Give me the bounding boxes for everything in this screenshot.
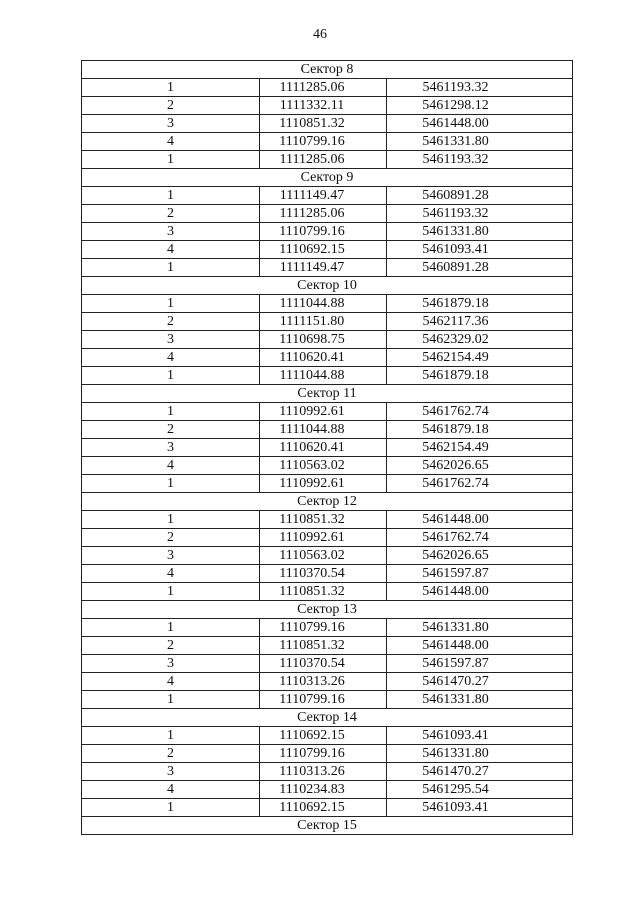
- point-number-cell: 1: [82, 583, 260, 601]
- sector-title: Сектор 12: [82, 493, 573, 511]
- y-coordinate-cell: 5461762.74: [387, 403, 573, 421]
- coordinates-table: [81, 60, 573, 835]
- table-row: [82, 547, 573, 565]
- x-coordinate-cell: 1110563.02: [260, 457, 387, 475]
- point-number-cell: 2: [82, 529, 260, 547]
- page-number: 46: [313, 27, 327, 42]
- table-row: [82, 115, 573, 133]
- table-row: [82, 349, 573, 367]
- table-row: [82, 439, 573, 457]
- x-coordinate-cell: 1110234.83: [260, 781, 387, 799]
- table-row: [82, 403, 573, 421]
- x-coordinate-cell: 1110313.26: [260, 673, 387, 691]
- y-coordinate-cell: 5461093.41: [387, 727, 573, 745]
- sector-header-row: [82, 493, 573, 511]
- table-row: [82, 259, 573, 277]
- table-row: [82, 97, 573, 115]
- y-coordinate-cell: 5461295.54: [387, 781, 573, 799]
- point-number-cell: 1: [82, 619, 260, 637]
- point-number-cell: 1: [82, 295, 260, 313]
- point-number-cell: 2: [82, 637, 260, 655]
- x-coordinate-cell: 1110692.15: [260, 727, 387, 745]
- sector-title: Сектор 13: [82, 601, 573, 619]
- y-coordinate-cell: 5461470.27: [387, 763, 573, 781]
- point-number-cell: 3: [82, 547, 260, 565]
- table-row: [82, 367, 573, 385]
- y-coordinate-cell: 5461448.00: [387, 511, 573, 529]
- x-coordinate-cell: 1110799.16: [260, 133, 387, 151]
- point-number-cell: 2: [82, 205, 260, 223]
- table-row: [82, 565, 573, 583]
- table-row: [82, 511, 573, 529]
- y-coordinate-cell: 5462026.65: [387, 547, 573, 565]
- sector-title: Сектор 10: [82, 277, 573, 295]
- y-coordinate-cell: 5462117.36: [387, 313, 573, 331]
- y-coordinate-cell: 5461331.80: [387, 691, 573, 709]
- x-coordinate-cell: 1111149.47: [260, 187, 387, 205]
- sector-header-row: [82, 169, 573, 187]
- point-number-cell: 3: [82, 223, 260, 241]
- x-coordinate-cell: 1110992.61: [260, 403, 387, 421]
- sector-header-row: [82, 61, 573, 79]
- y-coordinate-cell: 5460891.28: [387, 259, 573, 277]
- point-number-cell: 4: [82, 673, 260, 691]
- table-row: [82, 673, 573, 691]
- table-row: [82, 799, 573, 817]
- point-number-cell: 3: [82, 655, 260, 673]
- point-number-cell: 3: [82, 115, 260, 133]
- x-coordinate-cell: 1110851.32: [260, 115, 387, 133]
- point-number-cell: 1: [82, 259, 260, 277]
- y-coordinate-cell: 5461093.41: [387, 799, 573, 817]
- x-coordinate-cell: 1110851.32: [260, 583, 387, 601]
- sector-header-row: [82, 709, 573, 727]
- x-coordinate-cell: 1111151.80: [260, 313, 387, 331]
- x-coordinate-cell: 1111332.11: [260, 97, 387, 115]
- x-coordinate-cell: 1110799.16: [260, 745, 387, 763]
- coordinates-table-body: [82, 61, 573, 835]
- y-coordinate-cell: 5461597.87: [387, 565, 573, 583]
- table-row: [82, 745, 573, 763]
- point-number-cell: 1: [82, 511, 260, 529]
- y-coordinate-cell: 5461762.74: [387, 529, 573, 547]
- table-row: [82, 133, 573, 151]
- table-row: [82, 313, 573, 331]
- y-coordinate-cell: 5461762.74: [387, 475, 573, 493]
- x-coordinate-cell: 1110992.61: [260, 529, 387, 547]
- point-number-cell: 2: [82, 97, 260, 115]
- y-coordinate-cell: 5461879.18: [387, 295, 573, 313]
- x-coordinate-cell: 1110313.26: [260, 763, 387, 781]
- table-row: [82, 457, 573, 475]
- table-row: [82, 205, 573, 223]
- y-coordinate-cell: 5462329.02: [387, 331, 573, 349]
- point-number-cell: 1: [82, 403, 260, 421]
- table-row: [82, 781, 573, 799]
- point-number-cell: 4: [82, 241, 260, 259]
- point-number-cell: 3: [82, 331, 260, 349]
- point-number-cell: 1: [82, 151, 260, 169]
- table-row: [82, 583, 573, 601]
- x-coordinate-cell: 1110692.15: [260, 241, 387, 259]
- table-row: [82, 421, 573, 439]
- point-number-cell: 1: [82, 691, 260, 709]
- x-coordinate-cell: 1110370.54: [260, 565, 387, 583]
- x-coordinate-cell: 1111044.88: [260, 421, 387, 439]
- point-number-cell: 1: [82, 79, 260, 97]
- x-coordinate-cell: 1111285.06: [260, 205, 387, 223]
- table-row: [82, 763, 573, 781]
- point-number-cell: 3: [82, 763, 260, 781]
- y-coordinate-cell: 5462154.49: [387, 439, 573, 457]
- table-row: [82, 655, 573, 673]
- y-coordinate-cell: 5462154.49: [387, 349, 573, 367]
- table-row: [82, 529, 573, 547]
- sector-title: Сектор 11: [82, 385, 573, 403]
- table-row: [82, 79, 573, 97]
- point-number-cell: 1: [82, 187, 260, 205]
- x-coordinate-cell: 1110799.16: [260, 691, 387, 709]
- y-coordinate-cell: 5461448.00: [387, 583, 573, 601]
- table-row: [82, 241, 573, 259]
- y-coordinate-cell: 5461879.18: [387, 367, 573, 385]
- y-coordinate-cell: 5460891.28: [387, 187, 573, 205]
- sector-title: Сектор 9: [82, 169, 573, 187]
- point-number-cell: 1: [82, 367, 260, 385]
- x-coordinate-cell: 1110692.15: [260, 799, 387, 817]
- point-number-cell: 4: [82, 781, 260, 799]
- y-coordinate-cell: 5461448.00: [387, 115, 573, 133]
- point-number-cell: 2: [82, 421, 260, 439]
- y-coordinate-cell: 5461193.32: [387, 151, 573, 169]
- y-coordinate-cell: 5461298.12: [387, 97, 573, 115]
- table-row: [82, 151, 573, 169]
- y-coordinate-cell: 5461331.80: [387, 133, 573, 151]
- x-coordinate-cell: 1110620.41: [260, 439, 387, 457]
- table-row: [82, 637, 573, 655]
- x-coordinate-cell: 1110799.16: [260, 223, 387, 241]
- x-coordinate-cell: 1111044.88: [260, 367, 387, 385]
- x-coordinate-cell: 1110851.32: [260, 637, 387, 655]
- y-coordinate-cell: 5461331.80: [387, 223, 573, 241]
- table-row: [82, 727, 573, 745]
- point-number-cell: 4: [82, 457, 260, 475]
- sector-header-row: [82, 817, 573, 835]
- y-coordinate-cell: 5461193.32: [387, 79, 573, 97]
- x-coordinate-cell: 1111285.06: [260, 151, 387, 169]
- table-row: [82, 619, 573, 637]
- y-coordinate-cell: 5461331.80: [387, 619, 573, 637]
- x-coordinate-cell: 1111149.47: [260, 259, 387, 277]
- sector-header-row: [82, 277, 573, 295]
- table-row: [82, 331, 573, 349]
- table-row: [82, 295, 573, 313]
- y-coordinate-cell: 5461470.27: [387, 673, 573, 691]
- point-number-cell: 4: [82, 565, 260, 583]
- y-coordinate-cell: 5461879.18: [387, 421, 573, 439]
- sector-header-row: [82, 385, 573, 403]
- y-coordinate-cell: 5461331.80: [387, 745, 573, 763]
- point-number-cell: 1: [82, 799, 260, 817]
- x-coordinate-cell: 1111044.88: [260, 295, 387, 313]
- y-coordinate-cell: 5461093.41: [387, 241, 573, 259]
- y-coordinate-cell: 5461448.00: [387, 637, 573, 655]
- point-number-cell: 1: [82, 727, 260, 745]
- x-coordinate-cell: 1110620.41: [260, 349, 387, 367]
- point-number-cell: 2: [82, 745, 260, 763]
- x-coordinate-cell: 1111285.06: [260, 79, 387, 97]
- x-coordinate-cell: 1110370.54: [260, 655, 387, 673]
- sector-header-row: [82, 601, 573, 619]
- x-coordinate-cell: 1110851.32: [260, 511, 387, 529]
- point-number-cell: 1: [82, 475, 260, 493]
- sector-title: Сектор 8: [82, 61, 573, 79]
- sector-title: Сектор 14: [82, 709, 573, 727]
- point-number-cell: 4: [82, 349, 260, 367]
- sector-title: Сектор 15: [82, 817, 573, 835]
- table-row: [82, 187, 573, 205]
- x-coordinate-cell: 1110992.61: [260, 475, 387, 493]
- y-coordinate-cell: 5461193.32: [387, 205, 573, 223]
- x-coordinate-cell: 1110799.16: [260, 619, 387, 637]
- y-coordinate-cell: 5461597.87: [387, 655, 573, 673]
- y-coordinate-cell: 5462026.65: [387, 457, 573, 475]
- x-coordinate-cell: 1110698.75: [260, 331, 387, 349]
- point-number-cell: 2: [82, 313, 260, 331]
- point-number-cell: 4: [82, 133, 260, 151]
- table-row: [82, 691, 573, 709]
- table-row: [82, 223, 573, 241]
- x-coordinate-cell: 1110563.02: [260, 547, 387, 565]
- point-number-cell: 3: [82, 439, 260, 457]
- table-row: [82, 475, 573, 493]
